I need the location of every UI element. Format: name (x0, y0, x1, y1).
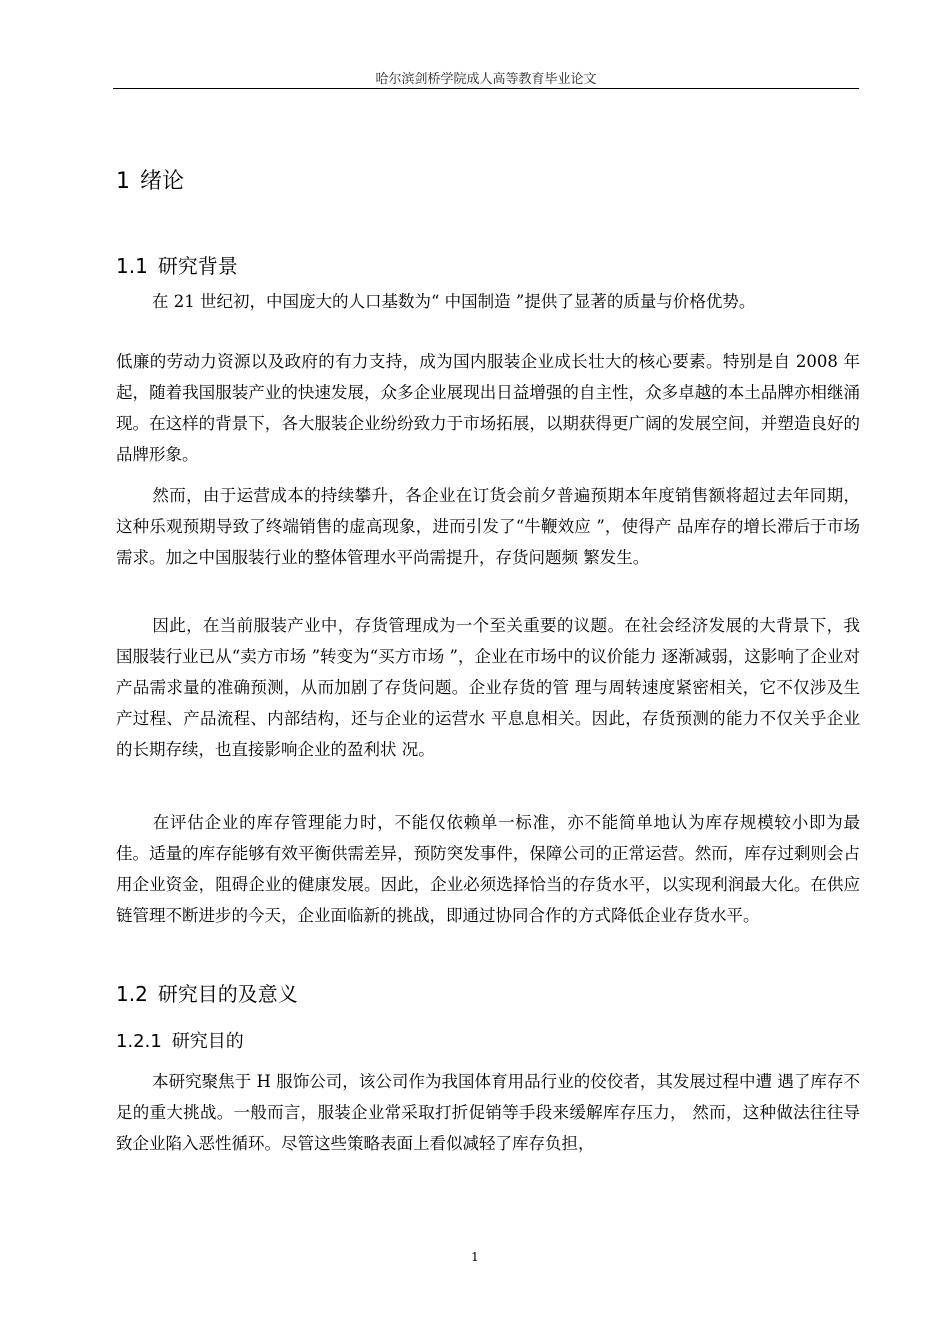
paragraph-text: 然而，由于运营成本的持续攀升，各企业在订货会前夕普遍预期本年度销售额将超过去年同期，这种乐观预期导致了终端销售的虚高现象，进而引发了“牛鞭效应 ”，使得产 品库存的增长滞后于市场需求。加之中国服装行业的整体管理水平尚需提升，存货问题频 繁发生。 (116, 486, 860, 567)
paragraph-background-3 (116, 610, 860, 765)
section-title: 研究背景 (157, 254, 238, 278)
paragraph-text: 本研究聚焦于 H 服饰公司，该公司作为我国体育用品行业的佼佼者，其发展过程中遭 遇了库存不足的重大挑战。一般而言，服装企业常采取打折促销等手段来缓解库存压力， 然而，这种做法往往导致企业陷入恶性循环。尽管这些策略表面上看似减轻了库存负担， (116, 1072, 860, 1153)
paragraph-background-2 (116, 480, 860, 573)
header-rule (113, 88, 859, 89)
subsection-heading-1-2-1 (116, 1027, 244, 1053)
chapter-number: 1 (116, 169, 130, 194)
page-number: 1 (471, 1250, 479, 1264)
lead-paragraph: 在 21 世纪初，中国庞大的人口基数为“ 中国制造 ”提供了显著的质量与价格优势。 (152, 292, 756, 311)
section-title: 研究目的及意义 (157, 982, 298, 1006)
section-heading-1-2 (116, 978, 298, 1007)
subsection-title: 研究目的 (171, 1031, 244, 1052)
subsection-number: 1.2.1 (116, 1031, 162, 1052)
section-number: 1.1 (116, 254, 148, 278)
paragraph-text: 在评估企业的库存管理能力时，不能仅依赖单一标准，亦不能简单地认为库存规模较小即为最佳。适量的库存能够有效平衡供需差异，预防突发事件，保障公司的正常运营。然而，库存过剩则会占用企业资金，阻碍企业的健康发展。因此，企业必须选择恰当的存货水平，以实现利润最大化。在供应链管理不断进步的今天，企业面临新的挑战，即通过协同合作的方式降低企业存货水平。 (116, 813, 860, 925)
chapter-heading (116, 164, 184, 195)
paragraph-purpose-1 (116, 1066, 860, 1159)
section-number: 1.2 (116, 982, 148, 1006)
paragraph-background-1: 低廉的劳动力资源以及政府的有力支持，成为国内服装企业成长壮大的核心要素。特别是自 2008 年起，随着我国服装产业的快速发展，众多企业展现出日益增强的自主性，众多卓越的本土品牌亦相继涌现。在这样的背景下，各大服装企业纷纷致力于市场拓展，以期获得更广阔的发展空间，并塑造良好的品牌形象。 (116, 352, 860, 464)
running-header: 哈尔滨剑桥学院成人高等教育毕业论文 (375, 72, 597, 87)
paragraph-text: 因此，在当前服装产业中，存货管理成为一个至关重要的议题。在社会经济发展的大背景下，我国服装行业已从“卖方市场 ”转变为“买方市场 ”，企业在市场中的议价能力 逐渐减弱，这影响了企业对产品需求量的准确预测，从而加剧了存货问题。企业存货的管 理与周转速度紧密相关，它不仅涉及生产过程、产品流程、内部结构，还与企业的运营水 平息息相关。因此，存货预测的能力不仅关乎企业的长期存续，也直接影响企业的盈利状 况。 (116, 616, 860, 759)
paragraph-background-4 (116, 807, 860, 931)
section-heading-1-1 (116, 250, 238, 279)
chapter-title: 绪论 (140, 169, 185, 194)
